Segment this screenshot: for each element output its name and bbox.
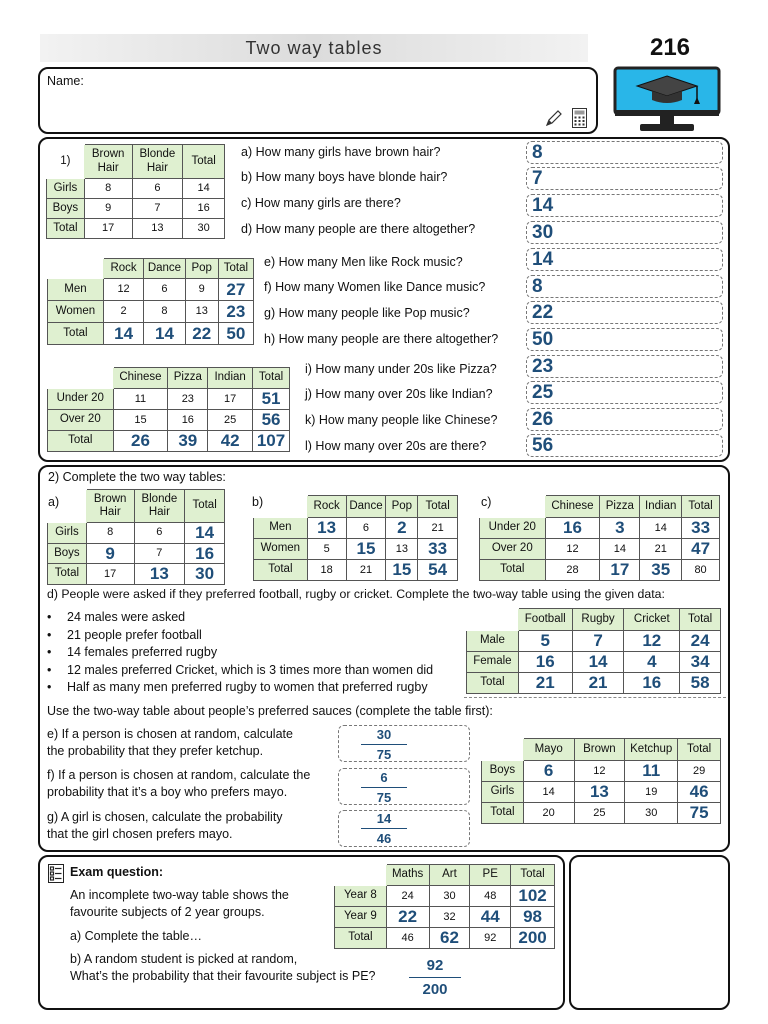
row-header: Girls — [482, 782, 524, 803]
question-text: i) How many under 20s like Pizza? — [305, 362, 497, 376]
question-text: c) How many girls are there? — [241, 196, 401, 210]
divider — [464, 697, 726, 698]
answer-cell: 39 — [168, 431, 208, 452]
name-label: Name: — [47, 74, 84, 88]
table-cell: 6 — [134, 523, 185, 544]
answer-cell: 5 — [518, 631, 572, 652]
answer-cell: 21 — [572, 673, 624, 694]
column-header: Brown Hair — [86, 490, 134, 523]
column-header: Art — [429, 865, 470, 886]
row-header: Under 20 — [48, 389, 114, 410]
fraction-answer — [349, 811, 419, 846]
checklist-icon — [48, 864, 64, 883]
answer-cell: 102 — [511, 886, 555, 907]
question-text: favourite subjects of 2 year groups. — [70, 905, 265, 919]
row-header: Total — [254, 560, 308, 581]
table-cell: 5 — [307, 539, 346, 560]
answer-cell: 62 — [429, 928, 470, 949]
row-header: Year 9 — [335, 907, 387, 928]
answer-cell: 4 — [624, 652, 680, 673]
list-item: • 24 males were asked — [47, 610, 433, 628]
answer-cell: 50 — [218, 323, 253, 345]
table-cell: 18 — [307, 560, 346, 581]
table-cell: 12 — [545, 539, 600, 560]
table-cell: 19 — [625, 782, 678, 803]
answer-cell: 34 — [680, 652, 721, 673]
column-header: Dance — [144, 259, 185, 279]
question-text: g) How many people like Pop music? — [264, 306, 470, 320]
answer-cell: 14 — [185, 523, 225, 544]
table-cell: 20 — [523, 803, 574, 824]
answer-cell: 56 — [253, 410, 290, 431]
answer-cell: 13 — [574, 782, 625, 803]
row-header: Over 20 — [480, 539, 546, 560]
column-header: Ketchup — [625, 739, 678, 761]
table-cell: 17 — [86, 564, 134, 585]
column-header: Pizza — [600, 496, 640, 518]
question-label: c) — [481, 495, 492, 509]
question-text: j) How many over 20s like Indian? — [305, 387, 493, 401]
row-header: Total — [482, 803, 524, 824]
answer-cell: 27 — [218, 279, 253, 301]
table-cell: 25 — [574, 803, 625, 824]
row-header: Boys — [48, 543, 87, 564]
question-text: h) How many people are there altogether? — [264, 332, 499, 346]
row-header: Total — [48, 431, 114, 452]
answer-cell: 14 — [103, 323, 143, 345]
table-cell: 12 — [103, 279, 143, 301]
answer-box[interactable]: 56 — [526, 434, 723, 457]
row-header: Women — [254, 539, 308, 560]
answer-cell: 12 — [624, 631, 680, 652]
row-header: Year 8 — [335, 886, 387, 907]
food-table — [47, 367, 290, 452]
table-cell: 11 — [113, 389, 168, 410]
answer-cell: 9 — [86, 543, 134, 564]
table-cell: 14 — [640, 518, 682, 539]
table-cell: 25 — [208, 410, 253, 431]
answer-cell: 16 — [518, 652, 572, 673]
table-cell: 12 — [574, 761, 625, 782]
sports-table — [466, 608, 721, 694]
question-label: b) — [252, 495, 264, 509]
answer-cell: 35 — [640, 560, 682, 581]
table-cell: 46 — [386, 928, 429, 949]
column-header: Blonde Hair — [132, 145, 183, 179]
row-header: Boys — [47, 199, 85, 219]
table-cell: 21 — [418, 518, 458, 539]
question-text: probability that it’s a boy who prefers mayo. — [47, 785, 288, 799]
complete-hair-table — [47, 489, 225, 585]
music-table — [47, 258, 254, 345]
table-cell: 13 — [185, 301, 218, 323]
complete-music-table — [253, 495, 458, 581]
fraction-answer — [399, 957, 471, 998]
table-cell: 30 — [625, 803, 678, 824]
list-item: • Half as many men preferred rugby to women that preferred rugby — [47, 680, 433, 698]
answer-cell: 14 — [572, 652, 624, 673]
answer-cell: 46 — [678, 782, 721, 803]
column-header: Cricket — [624, 609, 680, 631]
answer-box[interactable]: 25 — [526, 381, 723, 404]
table-cell: 14 — [523, 782, 574, 803]
row-header: Total — [47, 219, 85, 239]
sheet-number: 216 — [649, 34, 691, 61]
table-cell: 32 — [429, 907, 470, 928]
answer-cell: 6 — [523, 761, 574, 782]
row-header: Total — [48, 323, 104, 345]
column-header: Mayo — [523, 739, 574, 761]
answer-cell: 75 — [678, 803, 721, 824]
row-header: Total — [480, 560, 546, 581]
answer-cell: 58 — [680, 673, 721, 694]
table-cell: 92 — [470, 928, 511, 949]
column-header: Total — [185, 490, 225, 523]
table-cell: 29 — [678, 761, 721, 782]
answer-cell: 51 — [253, 389, 290, 410]
answer-cell: 16 — [185, 543, 225, 564]
question-text: e) How many Men like Rock music? — [264, 255, 463, 269]
answer-cell: 17 — [600, 560, 640, 581]
pencil-icon — [545, 109, 563, 127]
question-text: d) How many people are there altogether? — [241, 222, 476, 236]
table-cell: 23 — [168, 389, 208, 410]
column-header: Total — [682, 496, 720, 518]
table-cell: 7 — [132, 199, 183, 219]
column-header: Blonde Hair — [134, 490, 185, 523]
sauces-table — [481, 738, 721, 824]
column-header: Brown — [574, 739, 625, 761]
answer-cell: 21 — [518, 673, 572, 694]
denominator: 75 — [376, 790, 392, 805]
answer-cell: 22 — [185, 323, 218, 345]
table-cell: 14 — [600, 539, 640, 560]
row-header: Over 20 — [48, 410, 114, 431]
column-header: Pop — [185, 259, 218, 279]
page-title: Two way tables — [245, 38, 383, 58]
answer-box[interactable]: 22 — [526, 301, 723, 324]
answer-cell: 47 — [682, 539, 720, 560]
numerator: 14 — [376, 811, 392, 826]
answer-cell: 15 — [346, 539, 386, 560]
answer-cell: 54 — [418, 560, 458, 581]
column-header: Rock — [103, 259, 143, 279]
table-cell: 6 — [132, 179, 183, 199]
denominator: 46 — [376, 831, 392, 846]
list-item: • 14 females preferred rugby — [47, 645, 433, 663]
column-header: Pop — [386, 496, 418, 518]
table-cell: 2 — [103, 301, 143, 323]
row-header: Total — [467, 673, 519, 694]
table-cell: 21 — [640, 539, 682, 560]
answer-cell: 22 — [386, 907, 429, 928]
row-header: Female — [467, 652, 519, 673]
column-header: Total — [253, 368, 290, 389]
answer-box[interactable]: 8 — [526, 275, 723, 298]
list-item: • 21 people prefer football — [47, 628, 433, 646]
title-banner — [40, 34, 588, 62]
answer-box[interactable]: 26 — [526, 408, 723, 431]
table-cell: 9 — [185, 279, 218, 301]
question-text: the probability that they prefer ketchup. — [47, 744, 264, 758]
question-text: k) How many people like Chinese? — [305, 413, 498, 427]
row-header: Male — [467, 631, 519, 652]
table-cell: 24 — [386, 886, 429, 907]
list-item: • 12 males preferred Cricket, which is 3 times more than women did — [47, 663, 433, 681]
table-cell: 17 — [84, 219, 132, 239]
row-header: Men — [48, 279, 104, 301]
answer-cell: 42 — [208, 431, 253, 452]
name-box[interactable] — [38, 67, 598, 134]
answer-cell: 107 — [253, 431, 290, 452]
question-text: What’s the probability that their favourite subject is PE? — [70, 969, 376, 983]
row-header: Boys — [482, 761, 524, 782]
question-text: a) How many girls have brown hair? — [241, 145, 441, 159]
question-text: that the girl chosen prefers mayo. — [47, 827, 233, 841]
fraction-answer — [349, 727, 419, 762]
question-text: b) How many boys have blonde hair? — [241, 170, 448, 184]
numerator: 30 — [376, 727, 392, 742]
section-2-title: 2) Complete the two way tables: — [48, 470, 226, 484]
table-cell: 30 — [429, 886, 470, 907]
answer-cell: 30 — [185, 564, 225, 585]
notes-panel — [569, 855, 730, 1010]
table-cell: 21 — [346, 560, 386, 581]
answer-box[interactable]: 8 — [526, 141, 723, 164]
row-header: Women — [48, 301, 104, 323]
column-header: Rugby — [572, 609, 624, 631]
question-text: l) How many over 20s are there? — [305, 439, 487, 453]
table-cell: 8 — [144, 301, 185, 323]
answer-cell: 33 — [682, 518, 720, 539]
question-text: f) How many Women like Dance music? — [264, 280, 486, 294]
answer-cell: 44 — [470, 907, 511, 928]
table-cell: 30 — [183, 219, 225, 239]
exam-title: Exam question: — [70, 865, 164, 879]
answer-cell: 15 — [386, 560, 418, 581]
answer-cell: 33 — [418, 539, 458, 560]
table-cell: 6 — [346, 518, 386, 539]
subjects-table — [334, 864, 555, 949]
monitor-graduation-cap-icon — [612, 66, 722, 136]
table-cell: 16 — [168, 410, 208, 431]
answer-box[interactable]: 14 — [526, 248, 723, 271]
column-header: Maths — [386, 865, 429, 886]
denominator: 75 — [376, 747, 392, 762]
answer-box[interactable]: 23 — [526, 355, 723, 378]
answer-box[interactable]: 14 — [526, 194, 723, 217]
answer-box[interactable]: 7 — [526, 167, 723, 190]
answer-cell: 7 — [572, 631, 624, 652]
answer-cell: 200 — [511, 928, 555, 949]
answer-cell: 11 — [625, 761, 678, 782]
table-cell: 6 — [144, 279, 185, 301]
column-header: Football — [518, 609, 572, 631]
answer-cell: 23 — [218, 301, 253, 323]
table-cell: 16 — [183, 199, 225, 219]
question-label: a) — [48, 495, 60, 509]
column-header: Dance — [346, 496, 386, 518]
question-text: An incomplete two-way table shows the — [70, 888, 289, 902]
answer-cell: 16 — [624, 673, 680, 694]
column-header: Rock — [307, 496, 346, 518]
question-text: b) A random student is picked at random, — [70, 952, 298, 966]
column-header: Total — [680, 609, 721, 631]
numerator: 6 — [380, 770, 388, 785]
table-cell: 8 — [86, 523, 134, 544]
column-header: Indian — [640, 496, 682, 518]
table-cell: 13 — [132, 219, 183, 239]
answer-cell: 2 — [386, 518, 418, 539]
hair-table — [46, 144, 225, 239]
fraction-answer — [349, 770, 419, 805]
table-cell: 14 — [183, 179, 225, 199]
denominator: 200 — [422, 981, 448, 998]
row-header: Girls — [47, 179, 85, 199]
row-header: Under 20 — [480, 518, 546, 539]
table-cell: 17 — [208, 389, 253, 410]
column-header: Brown Hair — [84, 145, 132, 179]
answer-cell: 13 — [307, 518, 346, 539]
answer-box[interactable]: 30 — [526, 221, 723, 244]
question-text: e) If a person is chosen at random, calculate — [47, 727, 293, 741]
question-text: f) If a person is chosen at random, calculate the — [47, 768, 311, 782]
table-cell: 80 — [682, 560, 720, 581]
column-header: Indian — [208, 368, 253, 389]
question-text: Use the two-way table about people’s preferred sauces (complete the table first): — [47, 704, 493, 718]
question-text: d) People were asked if they preferred football, rugby or cricket. Complete the two-way table using the given data: — [47, 587, 665, 601]
column-header: Total — [218, 259, 253, 279]
column-header: PE — [470, 865, 511, 886]
numerator: 92 — [426, 957, 444, 974]
facts-list — [47, 610, 433, 698]
answer-cell: 16 — [545, 518, 600, 539]
answer-cell: 98 — [511, 907, 555, 928]
column-header: Chinese — [113, 368, 168, 389]
answer-box[interactable]: 50 — [526, 328, 723, 351]
answer-cell: 3 — [600, 518, 640, 539]
answer-cell: 13 — [134, 564, 185, 585]
table-cell: 28 — [545, 560, 600, 581]
answer-cell: 26 — [113, 431, 168, 452]
row-header: Total — [48, 564, 87, 585]
row-header: Men — [254, 518, 308, 539]
question-label: 1) — [60, 154, 71, 167]
column-header: Total — [418, 496, 458, 518]
column-header: Total — [511, 865, 555, 886]
question-text: a) Complete the table… — [70, 929, 203, 943]
table-cell: 7 — [134, 543, 185, 564]
question-text: g) A girl is chosen, calculate the probability — [47, 810, 283, 824]
table-cell: 15 — [113, 410, 168, 431]
column-header: Pizza — [168, 368, 208, 389]
column-header: Total — [678, 739, 721, 761]
answer-cell: 24 — [680, 631, 721, 652]
row-header: Girls — [48, 523, 87, 544]
calculator-icon — [572, 108, 587, 128]
table-cell: 9 — [84, 199, 132, 219]
answer-cell: 14 — [144, 323, 185, 345]
table-cell: 8 — [84, 179, 132, 199]
table-cell: 13 — [386, 539, 418, 560]
row-header: Total — [335, 928, 387, 949]
column-header: Total — [183, 145, 225, 179]
column-header: Chinese — [545, 496, 600, 518]
table-cell: 48 — [470, 886, 511, 907]
complete-food-table — [479, 495, 720, 581]
